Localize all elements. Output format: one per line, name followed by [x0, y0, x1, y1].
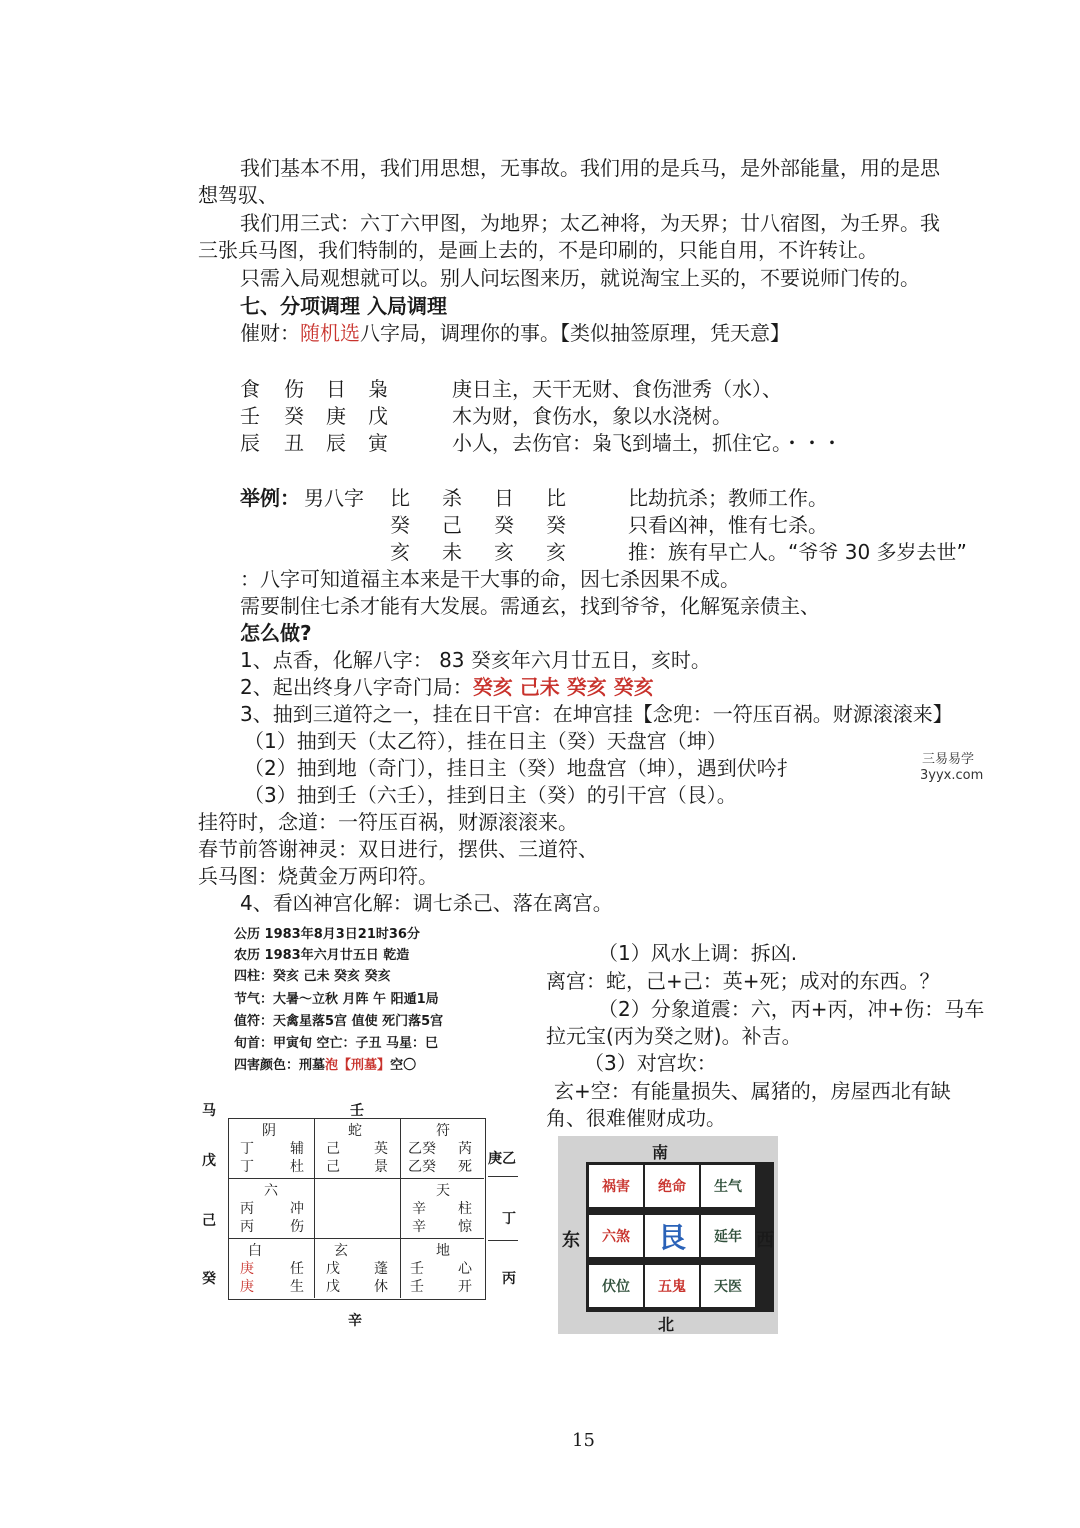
cell-21-b: 冲: [290, 1201, 304, 1217]
info-l7-pre: 四害颜色：刑: [234, 1058, 313, 1073]
ex-r1c4: 比: [546, 486, 566, 510]
step-3-2: （2）抽到地（奇门），挂日主（癸）地盘宫（坤），遇到伏吟扌: [244, 756, 797, 780]
step-3-3: （3）抽到壬（六壬），挂到日主（癸）的引干宫（艮）。: [244, 783, 737, 807]
page-number: 15: [572, 1430, 595, 1451]
cell-21-god: 六: [264, 1183, 278, 1199]
bazhai-r3c1: 伏位: [589, 1265, 643, 1307]
bazhai-west: 西: [756, 1230, 774, 1251]
bazi1-r1c2: 伤: [284, 377, 304, 401]
cell-11-a: 丁: [240, 1141, 254, 1157]
guafu-line: 挂符时，念道：一符压百祸，财源滚滚来。: [198, 810, 578, 834]
info-l4: 节气：大暑～立秋 月阵 午 阳遁1局: [234, 992, 439, 1007]
bazi1-r2c2: 癸: [284, 404, 304, 428]
cell-31-c: 庚: [240, 1279, 254, 1295]
ex-r3c1: 亥: [390, 540, 410, 564]
cell-33-b: 心: [458, 1261, 472, 1277]
ex-r3c3: 亥: [494, 540, 514, 564]
cell-31-d: 生: [290, 1279, 304, 1295]
bazi1-r2c1: 壬: [240, 404, 260, 428]
cuicai-red: 随机选: [300, 321, 360, 345]
qimen-left-3: 癸: [202, 1271, 216, 1287]
qimen-hline-1: [228, 1178, 484, 1179]
qimen-hline-2: [228, 1238, 484, 1239]
ex-r3c2: 未: [442, 540, 462, 564]
cell-31-god: 白: [248, 1243, 262, 1259]
ex-r3c4: 亥: [546, 540, 566, 564]
right-note-3: （2）分象道震：六，丙+丙，冲+伤：马车: [598, 997, 985, 1021]
bazi1-note-2: 木为财，食伤水，象以水浇树。: [452, 404, 732, 428]
cell-12-god: 蛇: [348, 1123, 362, 1139]
cell-21-a: 丙: [240, 1201, 254, 1217]
ex-r2c3: 癸: [494, 513, 514, 537]
bazi1-note-3: 小人，去伤官：枭飞到墙土，抓住它。・・・: [452, 431, 842, 455]
bazhai-north: 北: [658, 1315, 675, 1334]
info-l7-red2: 【刑墓】: [338, 1058, 391, 1073]
cuicai-line: [240, 320, 790, 347]
step-1: 1、点香，化解八字： 83 癸亥年六月廿五日，亥时。: [240, 648, 711, 672]
qimen-left-2: 己: [202, 1213, 216, 1229]
right-note-1: （1）风水上调：拆凶.: [598, 941, 798, 965]
cell-13-b: 芮: [458, 1141, 472, 1157]
cell-11-b: 辅: [290, 1141, 304, 1157]
qimen-grid-frame: [228, 1118, 486, 1300]
info-l2: 农历 1983年六月廿五日 乾造: [234, 948, 410, 963]
bazhai-r2c3: 延年: [701, 1215, 755, 1257]
bazhai-r1c1: 祸害: [589, 1165, 643, 1207]
qimen-right-tick-2: [488, 1240, 518, 1241]
bazi1-r3c4: 寅: [368, 431, 388, 455]
bazi1-r3c1: 辰: [240, 431, 260, 455]
ex-r1c2: 杀: [442, 486, 462, 510]
ex-note-1: 比劫抗杀；教师工作。: [628, 486, 828, 510]
cell-33-c: 壬: [410, 1279, 424, 1295]
cell-12-b: 英: [374, 1141, 388, 1157]
qimen-top-ma: 马: [202, 1103, 216, 1119]
bazhai-r1c3: 生气: [701, 1165, 755, 1207]
bazi1-r3c3: 辰: [326, 431, 346, 455]
bazhai-south: 南: [652, 1143, 669, 1162]
cell-33-god: 地: [436, 1243, 450, 1259]
how-heading: 怎么做?: [240, 621, 312, 645]
cell-13-c: 乙癸: [408, 1159, 436, 1175]
cell-33-a: 壬: [410, 1261, 424, 1277]
cell-32-a: 戊: [326, 1261, 340, 1277]
bazi1-r1c3: 日: [326, 377, 346, 401]
step-2-prefix: 2、起出终身八字奇门局：: [240, 675, 473, 699]
analysis-l1: ：八字可知道福主本来是干大事的命，因七杀因果不成。: [240, 567, 740, 591]
bazi1-r1c4: 枭: [368, 377, 388, 401]
cell-23-god: 天: [436, 1183, 450, 1199]
right-note-2: 离宫：蛇，己+己：英+死；成对的东西。？: [546, 969, 940, 993]
step-4: 4、看凶神宫化解：调七杀己、落在离宫。: [240, 891, 613, 915]
cell-11-god: 阴: [262, 1123, 276, 1139]
ex-r1c1: 比: [390, 486, 410, 510]
cell-11-c: 丁: [240, 1159, 254, 1175]
cuicai-rest: 八字局，调理你的事。【类似抽签原理，凭天意】: [360, 321, 790, 345]
ex-r1c3: 日: [494, 486, 514, 510]
cuicai-label: 催财：: [240, 321, 300, 345]
cell-21-c: 丙: [240, 1219, 254, 1235]
right-note-4: 拉元宝(丙为癸之财)。补吉。: [546, 1024, 802, 1048]
ex-note-2: 只看凶神，惟有七杀。: [628, 513, 828, 537]
bazhai-r2c1: 六煞: [589, 1215, 643, 1257]
cell-13-a: 乙癸: [408, 1141, 436, 1157]
cell-31-a: 庚: [240, 1261, 254, 1277]
info-l7-post: 空〇: [390, 1058, 417, 1073]
info-l7-mid: 墓: [312, 1058, 326, 1073]
watermark-name: 三易易学: [922, 752, 975, 767]
cell-23-a: 辛: [412, 1201, 426, 1217]
ex-r2c4: 癸: [546, 513, 566, 537]
qimen-right-2: 丁: [502, 1211, 516, 1227]
right-note-5: （3）对宫坎：: [584, 1051, 717, 1075]
cell-12-c: 己: [326, 1159, 340, 1175]
bazi1-r3c2: 丑: [284, 431, 304, 455]
bazhai-r2c2: 艮: [645, 1215, 699, 1257]
cell-23-c: 辛: [412, 1219, 426, 1235]
example-gender: 男八字: [304, 486, 364, 510]
qimen-right-tick-1: [488, 1176, 518, 1177]
cell-23-b: 柱: [458, 1201, 472, 1217]
step-2-red: 癸亥 己未 癸亥 癸亥: [472, 675, 654, 699]
para-2a: 我们用三式：六丁六甲图，为地界；太乙神将，为天界；廿八宿图，为壬界。我: [240, 211, 940, 235]
bingma-line: 兵马图：烧黄金万两印符。: [198, 864, 438, 888]
cell-13-god: 符: [436, 1123, 450, 1139]
step-3: 3、抽到三道符之一，挂在日干宫：在坤宫挂【念兜：一符压百祸。财源滚滚来】: [240, 702, 953, 726]
qimen-right-3: 丙: [502, 1271, 516, 1287]
heading-7: 七、分项调理 入局调理: [240, 294, 447, 318]
bazhai-r3c2: 五鬼: [645, 1265, 699, 1307]
cell-32-b: 蓬: [374, 1261, 388, 1277]
cell-12-a: 己: [326, 1141, 340, 1157]
bazi1-r1c1: 食: [240, 377, 260, 401]
cell-12-d: 景: [374, 1159, 388, 1175]
bazi1-note-1: 庚日主，天干无财、食伤泄秀（水）、: [452, 377, 782, 401]
ex-r2c1: 癸: [390, 513, 410, 537]
cell-32-c: 戊: [326, 1279, 340, 1295]
analysis-l2: 需要制住七杀才能有大发展。需通玄，找到爷爷，化解冤亲债主、: [240, 594, 820, 618]
cell-23-d: 惊: [458, 1219, 472, 1235]
qimen-vline-1: [314, 1118, 315, 1298]
cell-32-d: 休: [374, 1279, 388, 1295]
bazi1-r2c4: 戊: [368, 404, 388, 428]
para-2b: 三张兵马图，我们特制的，是画上去的，不是印刷的，只能自用，不许转让。: [198, 238, 878, 262]
qimen-left-1: 戊: [202, 1153, 216, 1169]
info-l5: 值符：天禽星落5宫 值使 死门落5宫: [234, 1014, 444, 1029]
right-note-6: 玄+空：有能量损失、属猪的，房屋西北有缺: [554, 1079, 951, 1103]
para-1a: 我们基本不用，我们用思想，无事故。我们用的是兵马，是外部能量，用的是思: [240, 156, 940, 180]
step-3-1: （1）抽到天（太乙符），挂在日主（癸）天盘宫（坤）: [244, 729, 727, 753]
cell-33-d: 开: [458, 1279, 472, 1295]
info-l7: [234, 1056, 416, 1075]
example-label: 举例：: [240, 486, 300, 510]
bazhai-east: 东: [562, 1230, 580, 1251]
cell-32-god: 玄: [334, 1243, 348, 1259]
bazi1-r2c3: 庚: [326, 404, 346, 428]
cell-13-d: 死: [458, 1159, 472, 1175]
bazhai-r1c2: 绝命: [645, 1165, 699, 1207]
right-note-7: 角、很难催财成功。: [546, 1106, 726, 1130]
qimen-vline-2: [400, 1118, 401, 1298]
cell-31-b: 任: [290, 1261, 304, 1277]
ex-note-3: 推：族有早亡人。“爷爷 30 多岁去世”: [628, 540, 967, 564]
para-1b: 想驾驭、: [198, 183, 278, 207]
watermark-url: 3yyx.com: [920, 768, 984, 783]
chunjie-line: 春节前答谢神灵：双日进行，摆供、三道符、: [198, 837, 598, 861]
info-l1: 公历 1983年8月3日21时36分: [234, 927, 420, 942]
qimen-bottom: 辛: [348, 1313, 362, 1329]
para-3: 只需入局观想就可以。别人问坛图来历，就说淘宝上买的，不要说师门传的。: [240, 266, 920, 290]
info-l3: 四柱：癸亥 己未 癸亥 癸亥: [234, 969, 391, 984]
step-2: [240, 674, 654, 701]
qimen-right-1: 庚乙: [488, 1151, 516, 1167]
qimen-top-ren: 壬: [350, 1103, 364, 1119]
cell-21-d: 伤: [290, 1219, 304, 1235]
info-l6: 旬首：甲寅旬 空亡：子丑 马星：巳: [234, 1036, 439, 1051]
bazhai-r3c3: 天医: [701, 1265, 755, 1307]
info-l7-red1: 泡: [325, 1058, 339, 1073]
ex-r2c2: 己: [442, 513, 462, 537]
cell-11-d: 杜: [290, 1159, 304, 1175]
